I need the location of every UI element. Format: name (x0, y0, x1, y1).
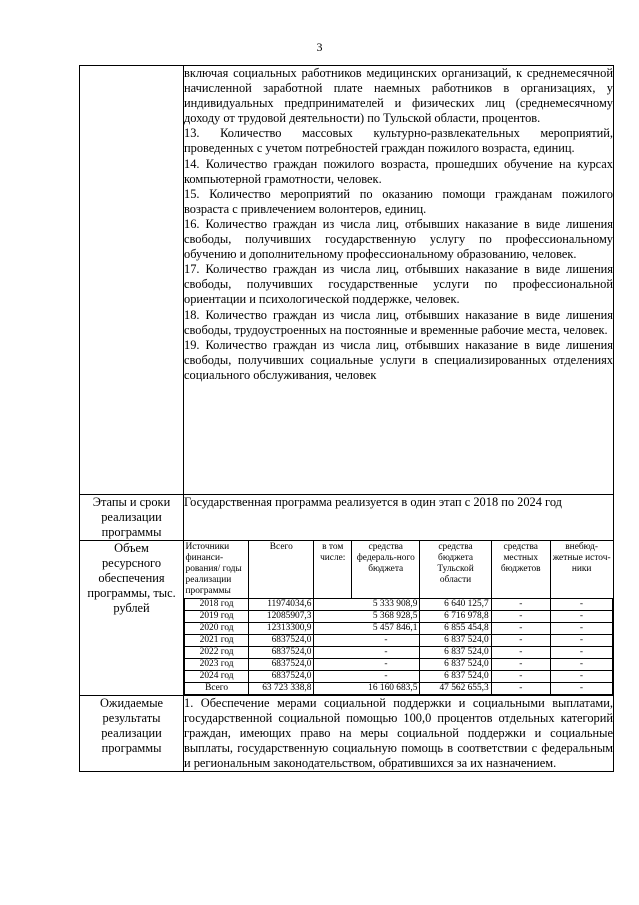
local-cell: - (491, 599, 550, 611)
federal-cell: 5 333 908,9 (314, 599, 420, 611)
indicator-paragraph: 19. Количество граждан из числа лиц, отбывших наказание в виде лишения свободы, получивших социальные услуги в специализированных отделениях социального обслуживания, человек (184, 337, 613, 382)
results-label: Ожидаемые результаты реализации программы (80, 696, 184, 772)
year-cell: 2020 год (185, 623, 249, 635)
local-cell: - (491, 659, 550, 671)
total-cell: 6837524,0 (249, 635, 314, 647)
federal-cell: - (314, 635, 420, 647)
regional-cell: 6 837 524,0 (420, 647, 491, 659)
extra-cell: - (550, 671, 612, 683)
regional-cell: 6 716 978,8 (420, 611, 491, 623)
header-extra: внебюд-жетные источ-ники (550, 541, 612, 599)
federal-cell: 5 368 928,5 (314, 611, 420, 623)
results-text: 1. Обеспечение мерами социальной поддержки и социальными выплатами, государственной социальной помощью 100,0 процентов отдельных категорий граждан, имеющих право на меры социальной поддержки и социальные выплаты, государственную социальную помощь в соответствии с федеральным и региональным законодательством, обратившихся за их назначением. (184, 696, 613, 771)
table-row (185, 611, 613, 623)
indicators-row (80, 66, 614, 495)
indicator-paragraph: 15. Количество мероприятий по оказанию помощи гражданам пожилого возраста с привлечением волонтеров, единиц. (184, 186, 613, 216)
regional-cell: 47 562 655,3 (420, 683, 491, 695)
federal-cell: - (314, 671, 420, 683)
indicator-paragraph: 13. Количество массовых культурно-развлекательных мероприятий, проведенных с учетом потребностей граждан пожилого возраста, единиц. (184, 126, 613, 156)
header-regional: средства бюджета Тульской области (420, 541, 491, 599)
total-cell: 63 723 338,8 (249, 683, 314, 695)
table-row (185, 635, 613, 647)
federal-cell: - (314, 659, 420, 671)
year-cell: 2019 год (185, 611, 249, 623)
stages-row (80, 495, 614, 541)
indicator-paragraph: 18. Количество граждан из числа лиц, отбывших наказание в виде лишения свободы, трудоустроенных на постоянные и временные рабочие места, человек. (184, 307, 613, 337)
local-cell: - (491, 635, 550, 647)
total-cell: 12085907,3 (249, 611, 314, 623)
extra-cell: - (550, 599, 612, 611)
header-local: средства местных бюджетов (491, 541, 550, 599)
extra-cell: - (550, 635, 612, 647)
indicator-paragraph: 16. Количество граждан из числа лиц, отбывших наказание в виде лишения свободы, получивших государственную услугу по профессиональному обучению и дополнительному профессиональному образованию, человек. (184, 216, 613, 262)
extra-cell: - (550, 647, 612, 659)
year-cell: 2024 год (185, 671, 249, 683)
regional-cell: 6 837 524,0 (420, 635, 491, 647)
indicator-paragraph: 14. Количество граждан пожилого возраста, прошедших обучение на курсах компьютерной грамотности, человек. (184, 156, 613, 186)
regional-cell: 6 640 125,7 (420, 599, 491, 611)
resources-row (80, 541, 614, 696)
header-sources: Источники финанси-рования/ годы реализации программы (185, 541, 249, 599)
passport-table (79, 65, 614, 772)
indicator-paragraph: 17. Количество граждан из числа лиц, отбывших наказание в виде лишения свободы, получивших государственные услуги по профессиональной ориентации и психологической поддержке, человек. (184, 262, 613, 307)
indicators-list (184, 66, 614, 495)
table-row-total (185, 683, 613, 695)
regional-cell: 6 855 454,8 (420, 623, 491, 635)
header-total: Всего (249, 541, 314, 599)
total-cell: 6837524,0 (249, 671, 314, 683)
local-cell: - (491, 647, 550, 659)
total-cell: 12313300,9 (249, 623, 314, 635)
regional-cell: 6 837 524,0 (420, 671, 491, 683)
federal-cell: 5 457 846,1 (314, 623, 420, 635)
page-number: 3 (316, 40, 323, 54)
financing-table (184, 541, 613, 695)
table-row (185, 623, 613, 635)
indicator-paragraph: включая социальных работников медицинских организаций, к среднемесячной начисленной заработной плате наемных работников в организациях, у индивидуальных предпринимателей и физических лиц (среднемесячному доходу от трудовой деятельности) по Тульской области, процентов. (184, 66, 613, 126)
table-row (185, 671, 613, 683)
local-cell: - (491, 683, 550, 695)
total-cell: 6837524,0 (249, 659, 314, 671)
results-row (80, 696, 614, 772)
header-including: в том числе: (314, 541, 352, 599)
federal-cell: 16 160 683,5 (314, 683, 420, 695)
local-cell: - (491, 623, 550, 635)
extra-cell: - (550, 623, 612, 635)
extra-cell: - (550, 659, 612, 671)
stages-label: Этапы и сроки реализации программы (80, 495, 184, 541)
indicators-label-cell (80, 66, 184, 495)
regional-cell: 6 837 524,0 (420, 659, 491, 671)
table-row (185, 647, 613, 659)
stages-text: Государственная программа реализуется в один этап с 2018 по 2024 год (184, 495, 562, 509)
year-cell: Всего (185, 683, 249, 695)
financing-header-row (185, 541, 613, 599)
table-row (185, 659, 613, 671)
extra-cell: - (550, 611, 612, 623)
year-cell: 2022 год (185, 647, 249, 659)
year-cell: 2021 год (185, 635, 249, 647)
table-row (185, 599, 613, 611)
total-cell: 11974034,6 (249, 599, 314, 611)
extra-cell: - (550, 683, 612, 695)
total-cell: 6837524,0 (249, 647, 314, 659)
year-cell: 2023 год (185, 659, 249, 671)
local-cell: - (491, 671, 550, 683)
year-cell: 2018 год (185, 599, 249, 611)
header-federal: средства федераль-ного бюджета (352, 541, 420, 599)
local-cell: - (491, 611, 550, 623)
federal-cell: - (314, 647, 420, 659)
resources-label: Объем ресурсного обеспечения программы, тыс. рублей (80, 541, 184, 696)
